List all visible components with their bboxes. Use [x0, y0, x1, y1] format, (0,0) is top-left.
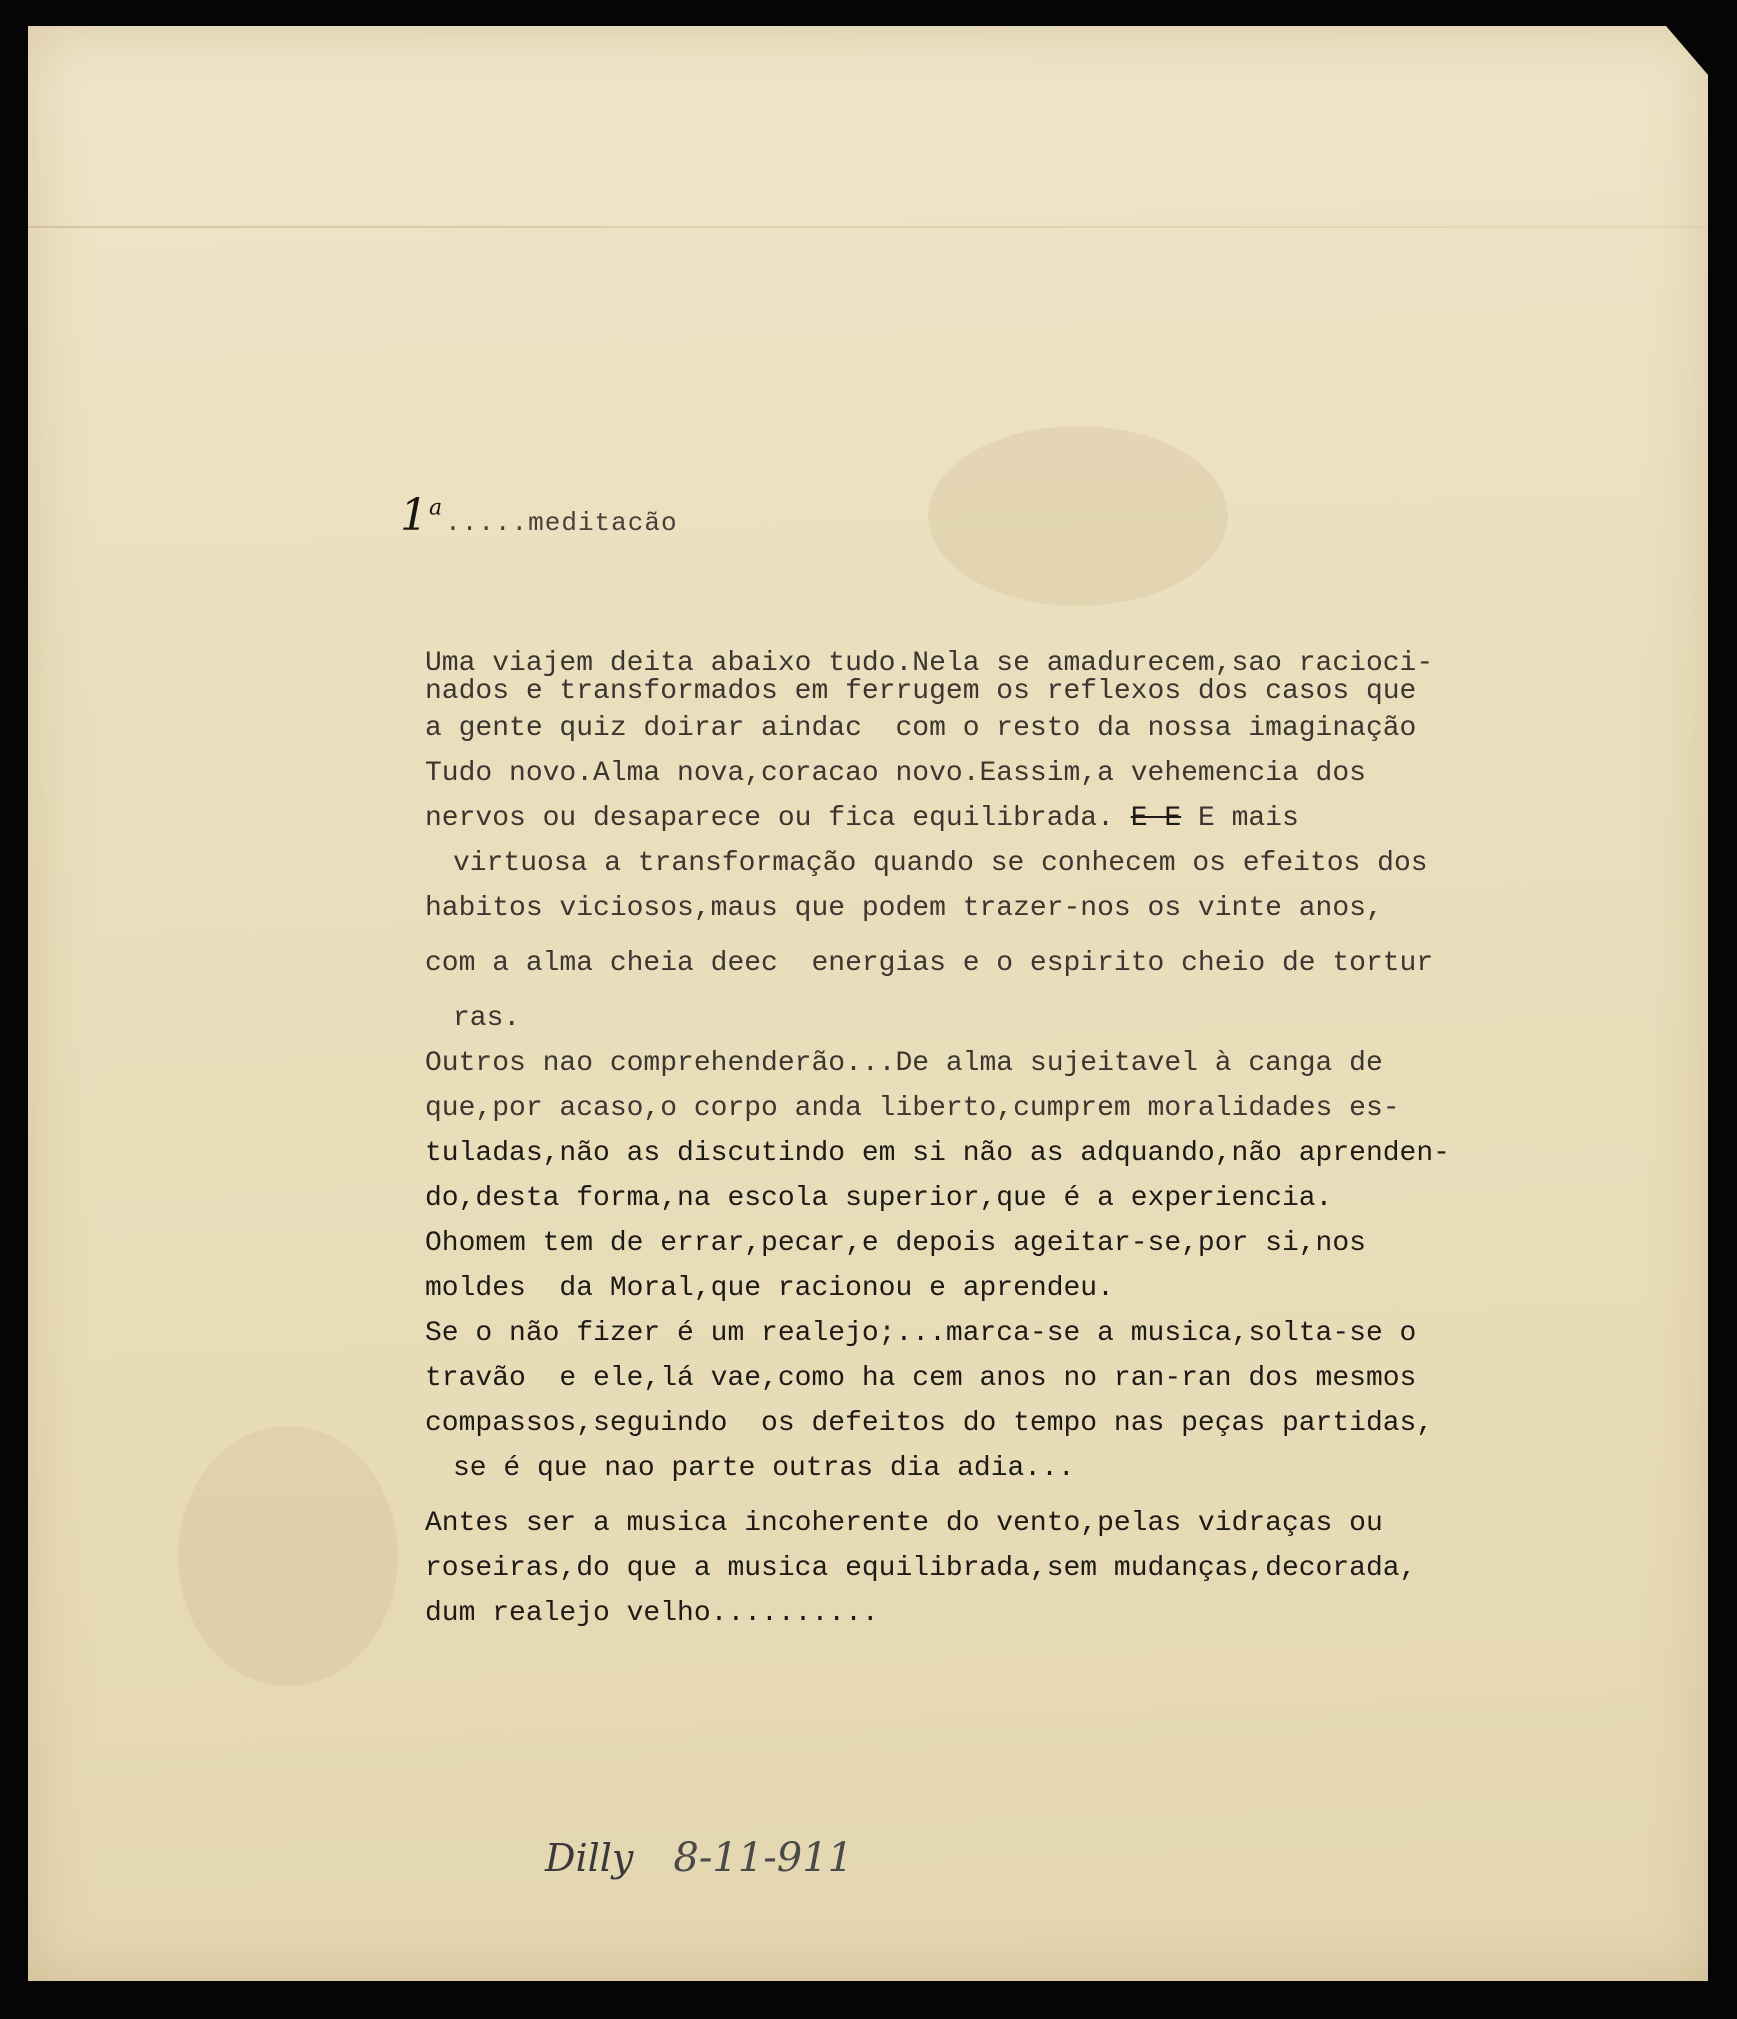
text-line: compassos,seguindo os defeitos do tempo nas peças partidas, [425, 1408, 1434, 1439]
text-line: travão e ele,lá vae,como ha cem anos no ran-ran dos mesmos [425, 1363, 1417, 1394]
text-line: virtuosa a transformação quando se conhecem os efeitos dos [453, 848, 1428, 879]
text-line: Outros nao comprehenderão...De alma sujeitavel à canga de [425, 1048, 1383, 1079]
text-line: se é que nao parte outras dia adia... [453, 1453, 1075, 1484]
signature-date: 8-11-911 [673, 1835, 854, 1881]
text-line: nados e transformados em ferrugem os reflexos dos casos que [425, 676, 1417, 707]
text-line: Ohomem tem de errar,pecar,e depois ageitar-se,por si,nos [425, 1228, 1366, 1259]
paper-fold [28, 226, 1708, 228]
text-line: Se o não fizer é um realejo;...marca-se a musica,solta-se o [425, 1318, 1417, 1349]
text-line: Uma viajem deita abaixo tudo.Nela se amadurecem,sao racioci- [425, 648, 1434, 679]
handwritten-signature [545, 1835, 853, 1881]
page-heading [400, 490, 678, 541]
paper-stain [928, 426, 1228, 606]
text-line: roseiras,do que a musica equilibrada,sem mudanças,decorada, [425, 1553, 1417, 1584]
text-line: habitos viciosos,maus que podem trazer-nos os vinte anos, [425, 893, 1383, 924]
text-line: com a alma cheia deec energias e o espirito cheio de tortur [425, 948, 1434, 979]
text-line: que,por acaso,o corpo anda liberto,cumprem moralidades es- [425, 1093, 1400, 1124]
struck-text: E E [1130, 803, 1182, 834]
text-line: moldes da Moral,que racionou e aprendeu. [425, 1273, 1114, 1304]
text-line: dum realejo velho.......... [425, 1598, 879, 1629]
signature-name: Dilly [545, 1836, 634, 1880]
heading-title: .....meditacão [445, 508, 678, 538]
text-line: tuladas,não as discutindo em si não as adquando,não aprenden- [425, 1138, 1450, 1169]
text-line: a gente quiz doirar aindac com o resto da nossa imaginação [425, 713, 1417, 744]
text-line: nervos ou desaparece ou fica equilibrada. E E E mais [425, 803, 1299, 834]
typed-text [425, 650, 1665, 1636]
heading-ordinal: 1$^a$ [400, 490, 444, 541]
text-line-tail: E mais [1197, 803, 1299, 834]
paper-stain [178, 1426, 398, 1686]
text-line: do,desta forma,na escola superior,que é a experiencia. [425, 1183, 1333, 1214]
text-line: Tudo novo.Alma nova,coracao novo.Eassim,a vehemencia dos [425, 758, 1366, 789]
text-line: Antes ser a musica incoherente do vento,pelas vidraças ou [425, 1508, 1383, 1539]
text-line: ras. [453, 1003, 521, 1034]
